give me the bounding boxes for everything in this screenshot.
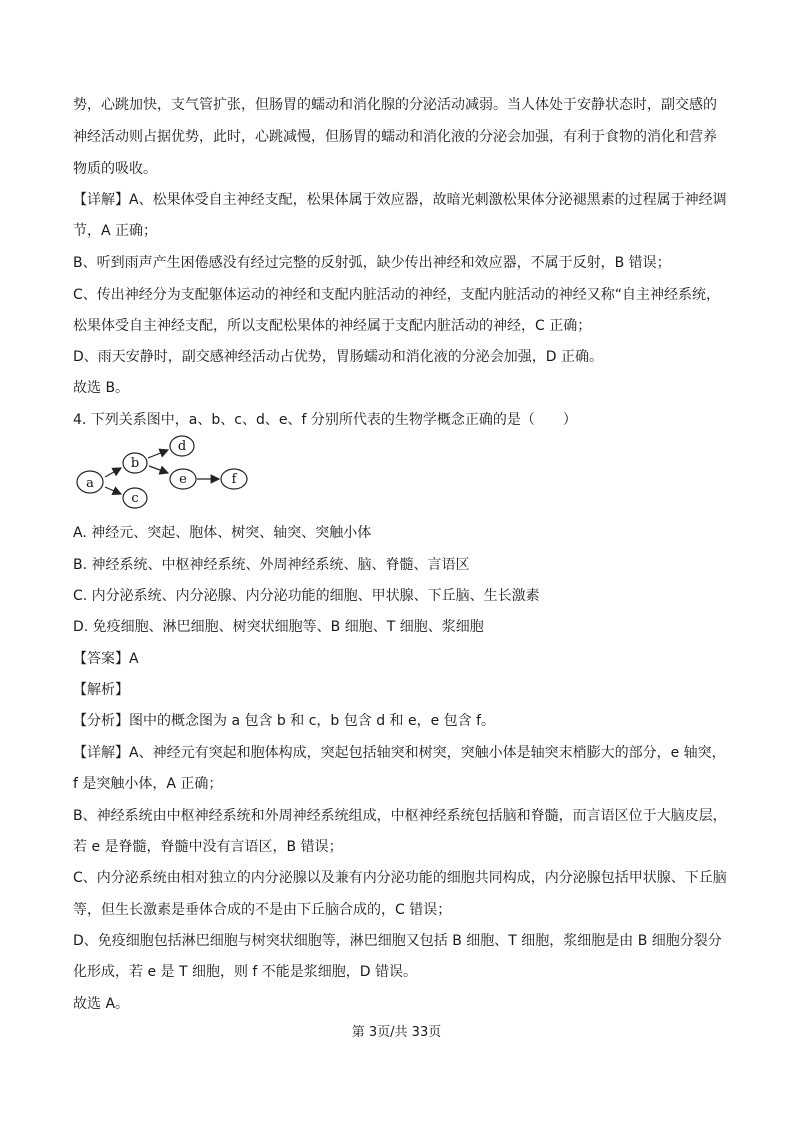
node-f-label: f xyxy=(231,472,237,487)
text-line: 松果体受自主神经支配，所以支配松果体的神经属于支配内脏活动的神经，C 正确； xyxy=(73,318,592,334)
text-line: D、雨天安静时，副交感神经活动占优势，胃肠蠕动和消化液的分泌会加强，D 正确。 xyxy=(73,349,604,365)
option-d: D. 免疫细胞、淋巴细胞、树突状细胞等、B 细胞、T 细胞、浆细胞 xyxy=(73,619,484,635)
text-line: 【分析】图中的概念图为 a 包含 b 和 c，b 包含 d 和 e，e 包含 f。 xyxy=(73,713,496,729)
answer-line: 【答案】A xyxy=(73,651,139,667)
edge-a-b xyxy=(105,468,121,477)
text-line: 【详解】A、神经元有突起和胞体构成，突起包括轴突和树突，突触小体是轴突末梢膨大的部分，e 轴突， xyxy=(73,745,726,761)
text-line: 故选 B。 xyxy=(73,380,130,396)
node-b-label: b xyxy=(130,456,140,471)
edge-a-c xyxy=(105,487,121,494)
text-line: 等，但生长激素是垂体合成的不是由下丘脑合成的，C 错误； xyxy=(73,902,452,918)
text-line: D、免疫细胞包括淋巴细胞与树突状细胞等，淋巴细胞又包括 B 细胞、T 细胞，浆细胞是由 B 细胞分裂分 xyxy=(73,933,722,949)
text-line: 【详解】A、松果体受自主神经支配，松果体属于效应器，故暗光刺激松果体分泌褪黑素的过程属于神经调 xyxy=(73,192,727,208)
text-line: B、听到雨声产生困倦感没有经过完整的反射弧，缺少传出神经和效应器，不属于反射，B 错误； xyxy=(73,255,671,271)
text-line: C、传出神经分为支配躯体运动的神经和支配内脏活动的神经，支配内脏活动的神经又称“自主神经系统， xyxy=(73,287,721,303)
text-line: 节，A 正确； xyxy=(73,223,158,239)
text-line: 物质的吸收。 xyxy=(73,161,157,177)
option-c: C. 内分泌系统、内分泌腺、内分泌功能的细胞、甲状腺、下丘脑、生长激素 xyxy=(73,588,540,604)
option-a: A. 神经元、突起、胞体、树突、轴突、突触小体 xyxy=(73,525,372,541)
relationship-diagram xyxy=(70,432,260,514)
text-line: 故选 A。 xyxy=(73,996,130,1012)
option-b: B. 神经系统、中枢神经系统、外周神经系统、脑、脊髓、言语区 xyxy=(73,557,470,573)
text-line: B、神经系统由中枢神经系统和外周神经系统组成，中枢神经系统包括脑和脊髓，而言语区位于大脑皮层， xyxy=(73,808,727,824)
analysis-heading: 【解析】 xyxy=(73,682,129,698)
text-line: 若 e 是脊髓，脊髓中没有言语区，B 错误； xyxy=(73,839,343,855)
node-c-label: c xyxy=(131,491,139,506)
text-line: f 是突触小体，A 正确； xyxy=(73,776,223,792)
page-footer: 第 3页/共 33页 xyxy=(351,1025,442,1040)
text-line: 势，心跳加快，支气管扩张，但肠胃的蠕动和消化腺的分泌活动减弱。当人体处于安静状态时，副交感的 xyxy=(73,97,717,113)
question-stem: 4. 下列关系图中，a、b、c、d、e、f 分别所代表的生物学概念正确的是（ ） xyxy=(73,412,577,428)
edge-b-e xyxy=(149,466,168,473)
text-line: C、内分泌系统由相对独立的内分泌腺以及兼有内分泌功能的细胞共同构成，内分泌腺包括甲状腺、下丘脑 xyxy=(73,870,727,886)
edge-b-d xyxy=(148,450,168,458)
text-line: 神经活动则占据优势，此时，心跳减慢，但肠胃的蠕动和消化液的分泌会加强，有利于食物的消化和营养 xyxy=(73,129,717,145)
node-a-label: a xyxy=(86,476,94,491)
diagram-edges xyxy=(105,450,219,494)
node-e-label: e xyxy=(179,472,187,487)
text-line: 化形成，若 e 是 T 细胞，则 f 不能是浆细胞，D 错误。 xyxy=(73,964,418,980)
node-d-label: d xyxy=(177,439,187,454)
